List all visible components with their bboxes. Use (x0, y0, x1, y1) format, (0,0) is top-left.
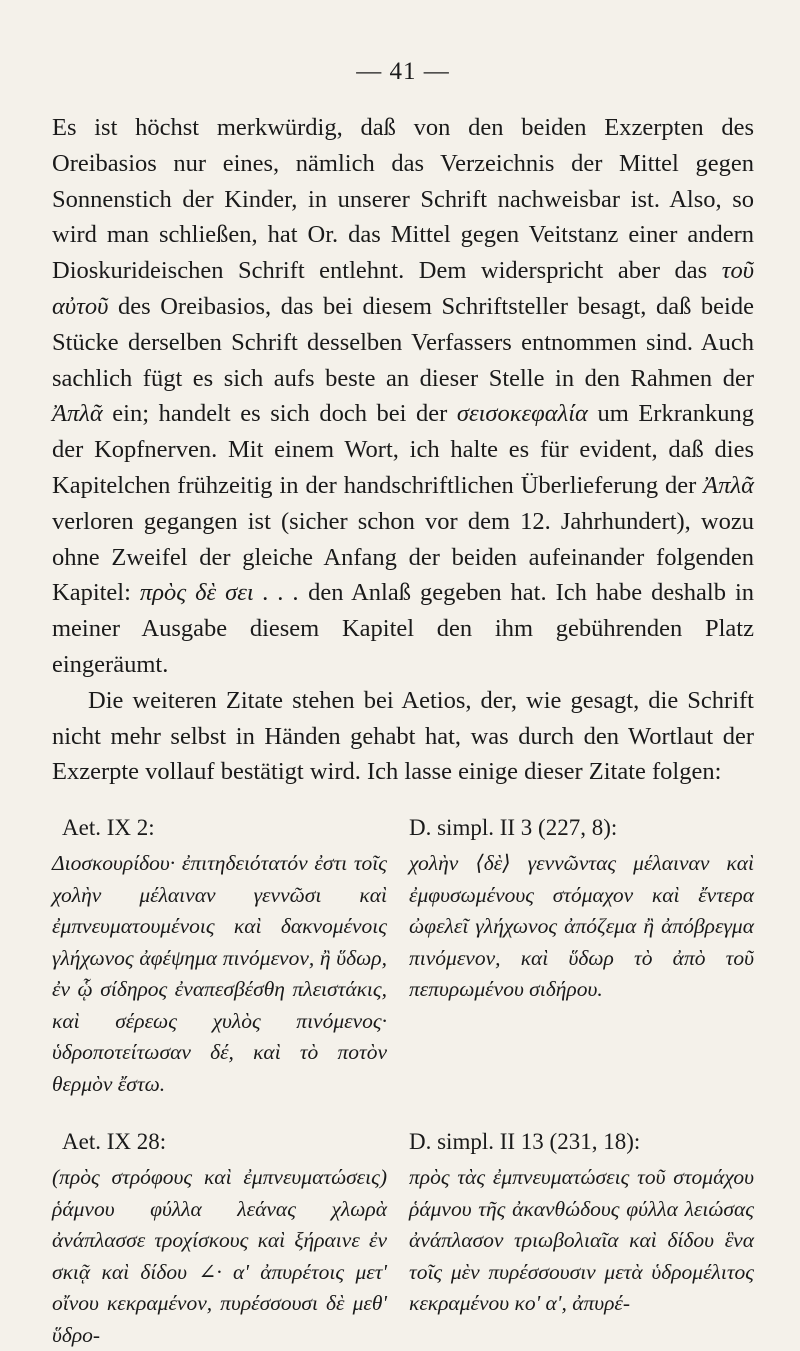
text-run: ein; handelt es sich doch bei der (102, 400, 457, 428)
paragraph (52, 683, 754, 790)
text-run: verloren gegangen ist (sicher schon vor dem 12. Jahrhundert), wozu ohne Zweifel der gleiche Anfang der beiden aufeinander folgenden Kapitel: (52, 507, 754, 607)
citation-source: D. simpl. II 13 (231, 18): (409, 1129, 641, 1155)
citation-source: Aet. IX 28: (62, 1129, 167, 1155)
citation-text: (πρὸς στρόφους καὶ ἐμπνευματώσεις) ῥάμνου φύλλα λεάνας χλωρὰ ἀνάπλασσε τροχίσκους καὶ ξήραινε ἐν σκιᾷ καὶ δίδου ∠· α' ἀπυρέτοις μετ' οἴνου κεκραμένον, πυρέσσουσι δὲ μεθ' ὕδρο- (52, 1165, 387, 1347)
greek-term: πρὸς δὲ σει . . . (139, 579, 300, 607)
paragraph (52, 110, 754, 683)
greek-term: σεισοκεφαλία (456, 400, 588, 428)
text-run: um Erkrankung der Kopfnerven. Mit einem Wort, ich halte es für evident, daß dies Kapitelchen frühzeitig in der handschriftlichen Überlieferung der (52, 400, 754, 499)
greek-term: Ἀπλᾶ (52, 400, 103, 428)
citation-left (52, 1126, 387, 1351)
citation-left (52, 812, 387, 1100)
page-number: — 41 — (356, 58, 450, 85)
text-run: Die weiteren Zitate stehen bei Aetios, der, wie gesagt, die Schrift nicht mehr selbst in Händen gehabt hat, was durch den Wortlaut der Exzerpte vollauf bestätigt wird. Ich lasse einige dieser Zitate folgen: (52, 686, 754, 786)
text-run: des Oreibasios, das bei diesem Schriftsteller besagt, daß beide Stücke derselben Schrift desselben Verfassers entnommen sind. Auch sachlich fügt es sich aufs beste an dieser Stelle in den Rahmen der (52, 292, 754, 392)
text-run: Es ist höchst merkwürdig, daß von den beiden Exzerpten des Oreibasios nur eines, nämlich das Verzeichnis der Mittel gegen Sonnenstich der Kinder, in unserer Schrift nachweisbar ist. Also, so wird man schließen, hat Or. das Mittel gegen Veitstanz einer andern Dioskurideischen Schrift entlehnt. Dem widerspricht aber das (52, 114, 754, 285)
citation-right (409, 812, 754, 1100)
citation-text: πρὸς τὰς ἐμπνευματώσεις τοῦ στομάχου ῥάμνου τῆς ἀκανθώδους φύλλα λειώσας ἀνάπλασον τριωβολιαῖα καὶ δίδου ἓνα τοῖς μὲν πυρέσσουσιν μετὰ ὑδρομέλιτος κεκραμένου κο' α', ἀπυρέ- (409, 1165, 754, 1316)
citation-comparison (52, 812, 754, 1351)
citation-source: D. simpl. II 3 (227, 8): (409, 815, 618, 841)
citation-pair (52, 812, 754, 1100)
greek-term: τοῦ αὐτοῦ (52, 257, 754, 320)
citation-text: Διοσκουρίδου· ἐπιτηδειότατόν ἐστι τοῖς χολὴν μέλαιναν γεννῶσι καὶ ἐμπνευματουμένοις καὶ δακνομένοις γλήχωνος ἀφέψημα πινόμενον, ἢ ὕδωρ, ἐν ᾧ σίδηρος ἐναπεσβέσθη πλειστάκις, καὶ σέρεως χυλὸς πινόμενος· ὑδροποτείτωσαν δέ, καὶ τὸ ποτὸν θερμὸν ἔστω. (52, 851, 387, 1096)
body-text (52, 110, 754, 790)
citation-source: Aet. IX 2: (62, 815, 155, 841)
citation-right (409, 1126, 754, 1351)
citation-pair (52, 1126, 754, 1351)
greek-term: Ἀπλᾶ (703, 471, 754, 499)
citation-text: χολὴν ⟨δὲ⟩ γεννῶντας μέλαιναν καὶ ἐμφυσωμένους στόμαχον καὶ ἔντερα ὠφελεῖ γλήχωνος ἀπόζεμα ἢ ἀπόβρεγμα πινόμενον, καὶ ὕδωρ τὸ ἀπὸ τοῦ πεπυρωμένου σιδήρου. (409, 851, 754, 1002)
text-run: den Anlaß gegeben hat. Ich habe deshalb in meiner Ausgabe diesem Kapitel den ihm gebührenden Platz eingeräumt. (52, 579, 755, 678)
